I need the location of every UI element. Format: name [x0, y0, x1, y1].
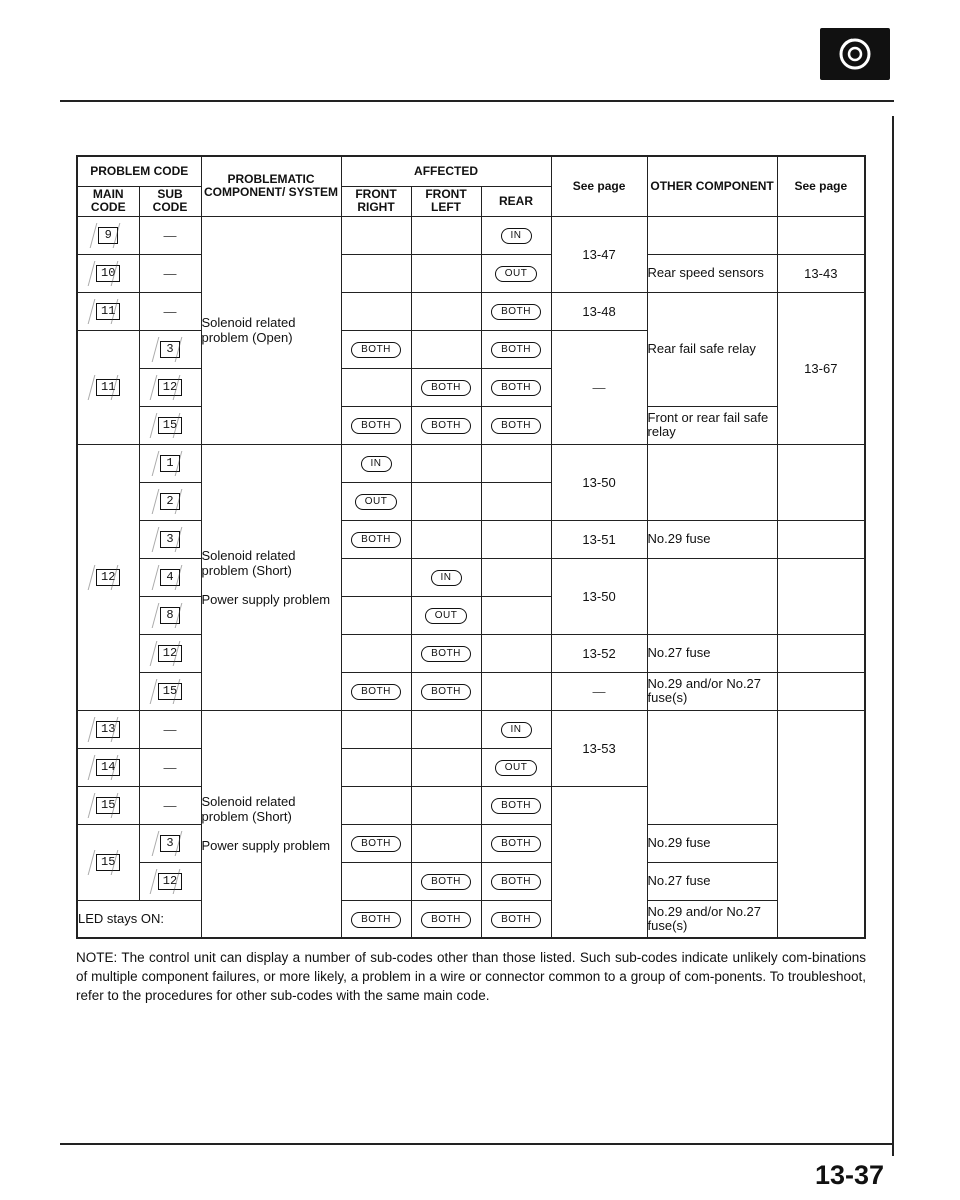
header-affected: AFFECTED	[341, 156, 551, 186]
see-page: 13-51	[551, 520, 647, 558]
sub-code: 8	[160, 607, 180, 624]
both-badge: BOTH	[351, 342, 401, 358]
see-page: 13-48	[551, 292, 647, 330]
sub-code: 4	[160, 569, 180, 586]
other-component: No.29 and/or No.27 fuse(s)	[647, 672, 777, 710]
header-front-left: FRONT LEFT	[411, 186, 481, 216]
table-row: 15 BOTH BOTH — No.29 and/or No.27 fuse(s)	[77, 672, 865, 710]
table-row	[77, 900, 865, 938]
sub-code: 3	[160, 531, 180, 548]
both-badge: BOTH	[421, 380, 471, 396]
header-component: PROBLEMATIC COMPONENT/ SYSTEM	[201, 156, 341, 216]
both-badge: BOTH	[351, 532, 401, 548]
sub-code: 12	[158, 645, 182, 662]
header-sub-code: SUB CODE	[139, 186, 201, 216]
table-row	[77, 824, 865, 862]
both-badge: BOTH	[491, 912, 541, 928]
table-row: 14 — OUT	[77, 748, 865, 786]
header-see-page: See page	[551, 156, 647, 216]
other-component: No.27 fuse	[647, 862, 777, 900]
both-badge: BOTH	[491, 798, 541, 814]
out-badge: OUT	[495, 760, 538, 776]
sub-code: 3	[160, 835, 180, 852]
section-logo	[820, 28, 890, 80]
header-front-right: FRONT RIGHT	[341, 186, 411, 216]
other-component: Rear speed sensors	[647, 254, 777, 292]
both-badge: BOTH	[491, 304, 541, 320]
right-rule	[892, 116, 894, 1156]
other-component: No.29 and/or No.27 fuse(s)	[647, 900, 777, 938]
see-page: 13-47	[551, 216, 647, 292]
table-row: 13 — Solenoid related problem (Short) Power supply problem IN 13-53	[77, 710, 865, 748]
header-main-code: MAIN CODE	[77, 186, 139, 216]
other-component: Rear fail safe relay	[647, 292, 777, 406]
in-badge: IN	[501, 722, 532, 738]
table-row	[77, 444, 865, 482]
both-badge: BOTH	[421, 684, 471, 700]
header-see-page-2: See page	[777, 156, 865, 216]
table-row	[77, 406, 865, 444]
top-rule	[60, 100, 894, 102]
both-badge: BOTH	[351, 912, 401, 928]
both-badge: BOTH	[351, 684, 401, 700]
header-problem-code: PROBLEM CODE	[77, 156, 201, 186]
both-badge: BOTH	[421, 418, 471, 434]
main-code: 15	[96, 797, 120, 814]
both-badge: BOTH	[421, 646, 471, 662]
table-row: 11 3 BOTH BOTH —	[77, 330, 865, 368]
see-page: 13-52	[551, 634, 647, 672]
in-badge: IN	[431, 570, 462, 586]
sub-code: 3	[160, 341, 180, 358]
see-page: 13-50	[551, 558, 647, 634]
both-badge: BOTH	[491, 874, 541, 890]
table-row	[77, 634, 865, 672]
sub-code: 12	[158, 379, 182, 396]
brake-disc-icon	[838, 37, 872, 71]
other-component: No.27 fuse	[647, 634, 777, 672]
bottom-rule	[60, 1143, 894, 1145]
out-badge: OUT	[355, 494, 398, 510]
page-number: 13-37	[815, 1160, 885, 1190]
table-row: 15 — BOTH	[77, 786, 865, 824]
see-page: 13-50	[551, 444, 647, 520]
in-badge: IN	[501, 228, 532, 244]
table-row: 10 — OUT Rear speed sensors 13-43	[77, 254, 865, 292]
both-badge: BOTH	[421, 874, 471, 890]
both-badge: BOTH	[491, 418, 541, 434]
group-open: Solenoid related problem (Open)	[201, 216, 341, 444]
group-short-power: Solenoid related problem (Short) Power supply problem	[201, 444, 341, 710]
main-code: 11	[96, 303, 120, 320]
both-badge: BOTH	[491, 380, 541, 396]
see-page: 13-67	[777, 292, 865, 444]
sub-code: 12	[158, 873, 182, 890]
main-code: 11	[96, 379, 120, 396]
out-badge: OUT	[495, 266, 538, 282]
main-code: 15	[96, 854, 120, 871]
see-page: 13-43	[777, 254, 865, 292]
table-row	[77, 520, 865, 558]
main-code: 9	[98, 227, 118, 244]
both-badge: BOTH	[351, 836, 401, 852]
main-code: 12	[96, 569, 120, 586]
table-row: 11 — BOTH 13-48 Rear fail safe relay 13-67	[77, 292, 865, 330]
table-row	[77, 558, 865, 596]
both-badge: BOTH	[491, 342, 541, 358]
footnote: NOTE: The control unit can display a number of sub-codes other than those listed. Such sub-codes indicate unlikely com-binations of multiple component failures, or more likely, a problem in a wire or connector common to a group of com-ponents. To troubleshoot, refer to the procedures for other sub-codes with the same main code.	[76, 950, 866, 1003]
sub-code: 15	[158, 417, 182, 434]
main-code: 14	[96, 759, 120, 776]
main-code: 13	[96, 721, 120, 738]
main-code: 10	[96, 265, 120, 282]
sub-code: 1	[160, 455, 180, 472]
both-badge: BOTH	[421, 912, 471, 928]
both-badge: BOTH	[491, 836, 541, 852]
see-page: 13-53	[551, 710, 647, 786]
problem-code-table	[76, 155, 866, 939]
other-component: Front or rear fail safe relay	[647, 406, 777, 444]
both-badge: BOTH	[351, 418, 401, 434]
led-stays-on: LED stays ON:	[77, 900, 201, 938]
sub-code: 2	[160, 493, 180, 510]
other-component: No.29 fuse	[647, 824, 777, 862]
other-component: No.29 fuse	[647, 520, 777, 558]
in-badge: IN	[361, 456, 392, 472]
sub-code: 15	[158, 683, 182, 700]
out-badge: OUT	[425, 608, 468, 624]
header-rear: REAR	[481, 186, 551, 216]
group-short-power-2: Solenoid related problem (Short) Power supply problem	[201, 710, 341, 938]
table-row: 9 — Solenoid related problem (Open) IN 13-47	[77, 216, 865, 254]
header-other-component: OTHER COMPONENT	[647, 156, 777, 216]
table-row	[77, 862, 865, 900]
